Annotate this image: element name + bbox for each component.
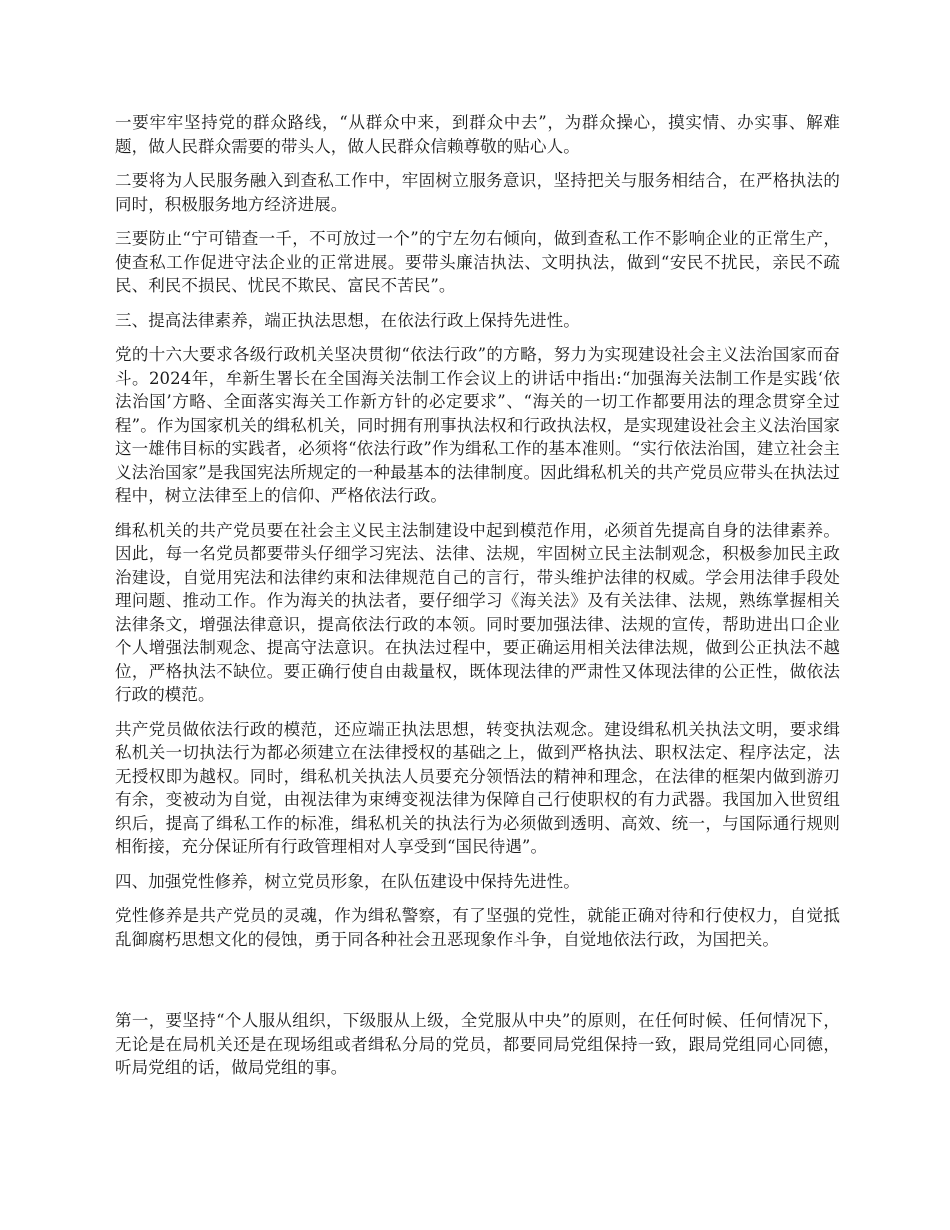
paragraph-gap bbox=[115, 962, 840, 1009]
paragraph-mass-line: 一要牢牢坚持党的群众路线，“从群众中来，到群众中去”，为群众操心，摸实情、办实事、解难题，做人民群众需要的带头人，做人民群众信赖尊敬的贴心人。 bbox=[115, 113, 840, 156]
paragraph-first-principle: 第一，要坚持“个人服从组织，下级服从上级，全党服从中央”的原则，在任何时候、任何情况下，无论是在局机关还是在现场组或者缉私分局的党员，都要同局党组保持一致，跟局党组同心同德，听局党组的话，做局党组的事。 bbox=[115, 1011, 840, 1077]
paragraph-legal-literacy: 缉私机关的共产党员要在社会主义民主法制建设中起到模范作用，必须首先提高自身的法律素养。因此，每一名党员都要带头仔细学习宪法、法律、法规，牢固树立民主法制观念，积极参加民主政治建设，自觉用宪法和法律约束和法律规范自己的言行，带头维护法律的权威。学会用法律手段处理问题、推动工作。作为海关的执法者，要仔细学习《海关法》及有关法律、法规，熟练掌握相关法律条文，增强法律意识，提高依法行政的本领。同时要加强法律、法规的宣传，帮助进出口企业个人增强法制观念、提高守法意识。在执法过程中，要正确运用相关法律法规，做到公正执法不越位，严格执法不缺位。要正确行使自由裁量权，既体现法律的严肃性又体现法律的公正性，做依法行政的模范。 bbox=[115, 520, 840, 704]
paragraph-rule-of-law: 党的十六大要求各级行政机关坚决贯彻“依法行政”的方略，努力为实现建设社会主义法治国家而奋斗。2024年，牟新生署长在全国海关法制工作会议上的讲话中指出:“加强海关法制工作是实践‘依法治国’方略、全面落实海关工作新方针的必定要求”、“海关的一切工作都要用法的理念贯穿全过程”。作为国家机关的缉私机关，同时拥有刑事执法权和行政执法权，是实现建设社会主义法治国家这一雄伟目标的实践者，必须将“依法行政”作为缉私工作的基本准则。“实行依法治国，建立社会主义法治国家”是我国宪法所规定的一种最基本的法律制度。因此缉私机关的共产党员应带头在执法过程中，树立法律至上的信仰、严格依法行政。 bbox=[115, 345, 840, 505]
section-heading-four: 四、加强党性修养，树立党员形象，在队伍建设中保持先进性。 bbox=[115, 871, 580, 891]
paragraph-prevent-bias: 三要防止“宁可错查一千，不可放过一个”的宁左勿右倾向，做到查私工作不影响企业的正常生产，使查私工作促进守法企业的正常进展。要带头廉洁执法、文明执法，做到“安民不扰民，亲民不疏民、利民不损民、忧民不欺民、富民不苦民”。 bbox=[115, 229, 840, 295]
section-heading-three: 三、提高法律素养，端正执法思想，在依法行政上保持先进性。 bbox=[115, 310, 580, 330]
paragraph-service: 二要将为人民服务融入到查私工作中，牢固树立服务意识，坚持把关与服务相结合，在严格执法的同时，积极服务地方经济进展。 bbox=[115, 171, 840, 214]
paragraph-enforcement-mindset: 共产党员做依法行政的模范，还应端正执法思想，转变执法观念。建设缉私机关执法文明，要求缉私机关一切执法行为都必须建立在法律授权的基础之上，做到严格执法、职权法定、程序法定，法无授权即为越权。同时，缉私机关执法人员要充分领悟法的精神和理念，在法律的框架内做到游刃有余，变被动为自觉，由视法律为束缚变视法律为保障自己行使职权的有力武器。我国加入世贸组织后，提高了缉私工作的标准，缉私机关的执法行为必须做到透明、高效、统一，与国际通行规则相衔接，充分保证所有行政管理相对人享受到“国民待遇”。 bbox=[115, 719, 840, 856]
document-body bbox=[115, 111, 840, 1091]
paragraph-party-spirit: 党性修养是共产党员的灵魂，作为缉私警察，有了坚强的党性，就能正确对待和行使权力，自觉抵乱御腐朽思想文化的侵蚀，勇于同各种社会丑恶现象作斗争，自觉地依法行政，为国把关。 bbox=[115, 906, 840, 949]
